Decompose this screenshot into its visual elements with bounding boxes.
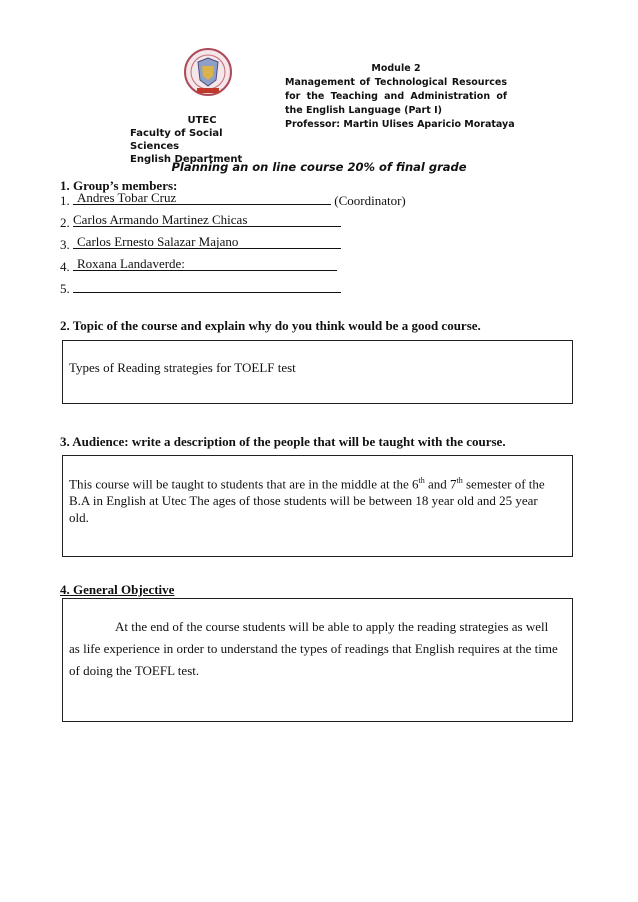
member-row-1 [60, 192, 406, 209]
member-number: 2. [60, 215, 70, 230]
member-blank [73, 214, 341, 227]
institution-block [130, 114, 260, 166]
audience-answer-box [62, 455, 573, 557]
member-role: (Coordinator) [334, 193, 406, 208]
member-row-2 [60, 214, 341, 231]
department-name: English Department [130, 154, 243, 165]
member-blank [73, 258, 337, 271]
topic-answer-box [62, 340, 573, 404]
member-blank [73, 236, 341, 249]
general-objective-answer: At the end of the course students will be able to apply the reading strategies as well as life experience in order to understand the types of readings that English requires at the time of doing the TOEFL test. [69, 619, 558, 678]
member-name: Roxana Landaverde: [77, 256, 185, 271]
module-title: Module 2 [371, 63, 421, 74]
institution-name: UTEC [187, 115, 217, 126]
general-objective-box [62, 598, 573, 722]
member-row-4 [60, 258, 337, 275]
module-block [285, 62, 515, 132]
university-seal-logo [183, 46, 233, 100]
topic-heading: 2. Topic of the course and explain why do you think would be a good course. [60, 318, 481, 333]
member-number: 4. [60, 259, 70, 274]
member-row-5 [60, 280, 341, 297]
member-name: Carlos Ernesto Salazar Majano [77, 234, 239, 249]
member-blank [73, 280, 341, 293]
faculty-name: Faculty of Social Sciences [130, 128, 223, 152]
member-blank [73, 192, 331, 205]
plan-title: Planning an on line course 20% of final grade [171, 160, 467, 174]
audience-answer: This course will be taught to students that are in the middle at the 6th and 7th semester of the B.A in English at Utec The ages of those students will be between 18 year old and 25 year old. [69, 476, 545, 526]
professor-name: Professor: Martin Ulises Aparicio Morataya [285, 119, 515, 130]
topic-answer: Types of Reading strategies for TOELF test [69, 360, 296, 375]
member-row-3 [60, 236, 341, 253]
module-description: Management of Technological Resources for the Teaching and Administration of the English Language (Part I) [285, 77, 507, 116]
member-name: Carlos Armando Martinez Chicas [73, 212, 248, 227]
group-members-heading: 1. Group’s members: [60, 178, 178, 193]
member-number: 3. [60, 237, 70, 252]
general-objective-heading: 4. General Objective [60, 582, 175, 597]
member-number: 1. [60, 193, 70, 208]
member-number: 5. [60, 281, 70, 296]
audience-heading: 3. Audience: write a description of the people that will be taught with the course. [60, 434, 506, 449]
member-name: Andres Tobar Cruz [77, 190, 177, 205]
